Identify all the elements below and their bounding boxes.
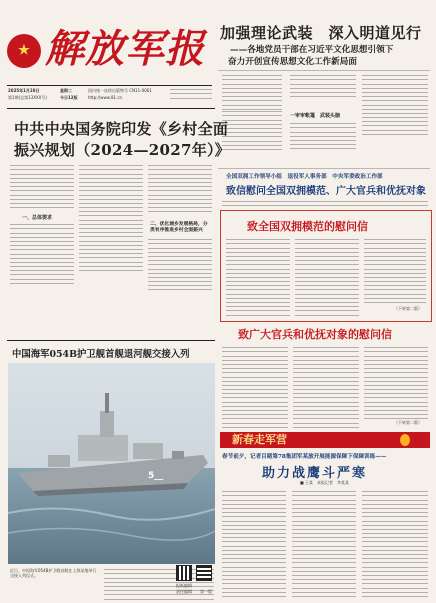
top-right-sub2: 奋力开创宣传思想文化工作新局面 xyxy=(228,57,357,67)
letter-1-col2 xyxy=(295,236,359,319)
masthead-issue: 第1期(总第13XXX号) xyxy=(8,95,47,100)
masthead-pages: 今日12版 xyxy=(60,95,78,100)
qr-code-2 xyxy=(196,565,212,581)
letter-1-title: 致全国双拥模范的慰问信 xyxy=(247,220,368,233)
spring-col3 xyxy=(362,488,428,600)
lead-section-1: 一、总体要求 xyxy=(22,215,53,221)
top-right-body-col1b xyxy=(222,108,282,153)
top-right-body-col3 xyxy=(362,72,428,138)
footer-line2: 责任编辑 xyxy=(176,589,192,594)
lead-section-2: 二、优化城乡发展格局，分类有序推进乡村全面振兴 xyxy=(150,222,208,233)
letter-2-col2 xyxy=(293,344,359,431)
double-support-banner-1: 全国双拥工作领导小组 退役军人事务部 中央军委政治工作部 xyxy=(226,174,383,180)
letter-2-continued: （下转第二版） xyxy=(394,420,422,425)
photo-headline: 中国海军054B护卫舰首舰退河舰交接入列 xyxy=(12,349,190,360)
letter-1-col1 xyxy=(226,236,290,319)
spring-byline: ■ 王某 本报记者 李某某 xyxy=(300,480,350,485)
letter-2-col1 xyxy=(222,344,288,431)
top-right-headline: 加强理论武装 深入明道见行 xyxy=(220,24,422,42)
lantern-icon xyxy=(400,434,410,446)
top-right-body-col2 xyxy=(290,72,356,100)
masthead-code: 国内统一连续出版物号 CN11-0061 xyxy=(88,88,152,93)
photo-top-rule xyxy=(7,340,215,341)
masthead-date: 2025年1月28日 xyxy=(8,88,40,93)
lead-body-col1b xyxy=(10,221,74,287)
masthead-website: http://www.81.cn xyxy=(88,95,123,100)
lead-body-col1a xyxy=(10,162,74,211)
masthead-info-lines xyxy=(170,86,212,102)
masthead-emblem xyxy=(7,34,41,68)
top-right-body-col2b xyxy=(290,120,356,153)
warship-photo xyxy=(8,363,215,564)
lead-body-col2 xyxy=(79,162,143,274)
lead-headline-2: 振兴规划（2024—2027年）》 xyxy=(14,141,231,159)
top-right-kicker: 一审审帐篷 武装头脑 xyxy=(290,113,341,119)
letter-1-continued: （下转第二版） xyxy=(394,306,422,311)
spring-headline: 助力战鹰斗严寒 xyxy=(262,466,368,481)
masthead-weekday: 星期二 xyxy=(60,88,72,93)
lead-body-col3a xyxy=(148,162,212,215)
footer-line3: 第一版 xyxy=(200,589,212,594)
qr-code-1 xyxy=(176,565,192,581)
top-right-body-col1 xyxy=(222,72,282,113)
svg-text:5__: 5__ xyxy=(148,471,164,481)
photo-caption: 近日，中国海军054B护卫舰首舰在上海某地举行交接入列仪式。 xyxy=(10,568,97,578)
spring-subtitle: 春节前夕，记者目睹第78集团军某旅开展能源保障下保障训练—— xyxy=(222,454,387,460)
masthead-title: 解放军报 xyxy=(45,26,206,72)
letter-2-title: 致广大官兵和优抚对象的慰问信 xyxy=(238,328,392,341)
top-right-sub1: ——各地党员干部在习近平文化思想引领下 xyxy=(230,45,394,55)
lead-body-col3b xyxy=(148,236,212,294)
spring-banner-text: 新春走军营 xyxy=(232,433,287,446)
right-center-rule xyxy=(218,168,430,169)
double-support-banner-2: 致信慰问全国双拥模范、广大官兵和优抚对象 xyxy=(226,186,426,197)
top-right-rule xyxy=(218,70,430,71)
lead-headline-1: 中共中央国务院印发《乡村全面 xyxy=(14,120,229,138)
lead-top-rule xyxy=(7,108,215,109)
letter-1-col3 xyxy=(364,236,426,306)
letter-2-col3 xyxy=(364,344,428,423)
footer-index-label: 报纸编辑 xyxy=(176,583,192,588)
spring-col2 xyxy=(292,488,356,600)
spring-col1 xyxy=(222,488,286,600)
emblem-star-icon: ★ xyxy=(18,43,30,58)
